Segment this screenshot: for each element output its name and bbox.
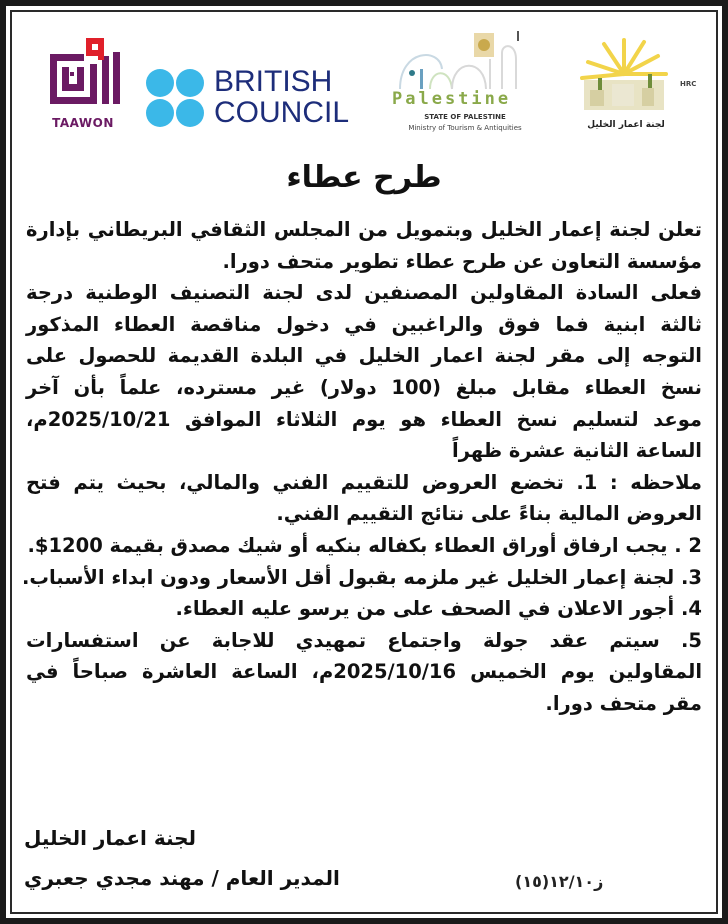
british-council-line2: COUNCIL: [214, 96, 350, 129]
palestine-wordmark: Palestine: [392, 89, 512, 109]
announcement-body: [21, 214, 703, 720]
hebron-rehabilitation-committee-logo: [568, 34, 697, 139]
announcement-title: طرح عطاء: [286, 160, 442, 195]
palestine-ministry-logo: [390, 29, 540, 139]
signature-director: المدير العام / مهند مجدي جعبري: [24, 866, 340, 890]
body-line: مؤسسة التعاون عن طرح عطاء تطوير متحف دورا.: [222, 249, 702, 273]
body-line: تعلن لجنة إعمار الخليل وبتمويل من المجلس الثقافي البريطاني بإدارة: [26, 218, 702, 241]
taawon-logo: [42, 34, 124, 134]
sun-and-old-city-icon: [568, 34, 680, 120]
note-1-line: ملاحظه : 1. تخضع العروض للتقييم الفني والمالي، بحيث يتم فتح: [26, 470, 702, 494]
body-line: فعلى السادة المقاولين المصنفين لدى لجنة التصنيف الوطنية درجة: [26, 281, 702, 305]
hrc-abbreviation: HRC: [680, 80, 697, 88]
body-line: التوجه إلى مقر لجنة اعمار الخليل في البلدة القديمة للحصول على: [26, 344, 702, 368]
body-line: الساعة الثانية عشرة ظهراً: [452, 439, 702, 463]
note-1-line: العروض المالية بناءً على نتائج التقييم الفني.: [276, 502, 702, 526]
body-line: نسخ العطاء مقابل مبلغ (100 دولار) غير مسترده، علماً بأن آخر: [26, 375, 702, 399]
taawon-label: TAAWON: [52, 116, 114, 130]
palestine-skyline-icon: [390, 29, 540, 91]
hrc-arabic-caption: لجنة اعمار الخليل: [587, 120, 665, 130]
reference-code: ز١٢/١٠(١٥): [515, 872, 604, 891]
note-4: 4. أجور الاعلان في الصحف على من يرسو عليه العطاء.: [175, 597, 702, 621]
british-council-logo: [146, 65, 366, 129]
note-3: 3. لجنة إعمار الخليل غير ملزمه بقبول أقل الأسعار ودون ابداء الأسباب.: [21, 565, 702, 589]
sponsor-logos-row: [30, 24, 698, 139]
british-council-line1: BRITISH: [214, 65, 333, 98]
note-5-line: المقاولين يوم الخميس 2025/10/16م، الساعة العاشرة صباحاً في: [26, 660, 703, 684]
signature-organization: لجنة اعمار الخليل: [24, 826, 197, 850]
state-of-palestine-label: STATE OF PALESTINE: [424, 113, 506, 121]
note-5-line: 5. سيتم عقد جولة واجتماع تمهيدي للاجابة عن استفسارات: [26, 628, 702, 652]
british-council-dots-icon: [146, 69, 206, 129]
body-line: ثالثة ابنية فما فوق والراغبين في دخول مناقصة العطاء المذكور: [26, 312, 702, 336]
note-2: 2 . يجب ارفاق أوراق العطاء بكفاله بنكيه أو شيك مصدق بقيمة 1200$.: [27, 533, 702, 557]
taawon-kufic-icon: [42, 34, 124, 114]
signature-block: [0, 826, 728, 896]
ministry-label: Ministry of Tourism & Antiquities: [408, 124, 522, 132]
body-line: موعد لتسليم نسخ العطاء هو يوم الثلاثاء الموافق 2025/10/21م،: [26, 407, 702, 431]
note-5-line: مقر متحف دورا.: [545, 691, 702, 715]
